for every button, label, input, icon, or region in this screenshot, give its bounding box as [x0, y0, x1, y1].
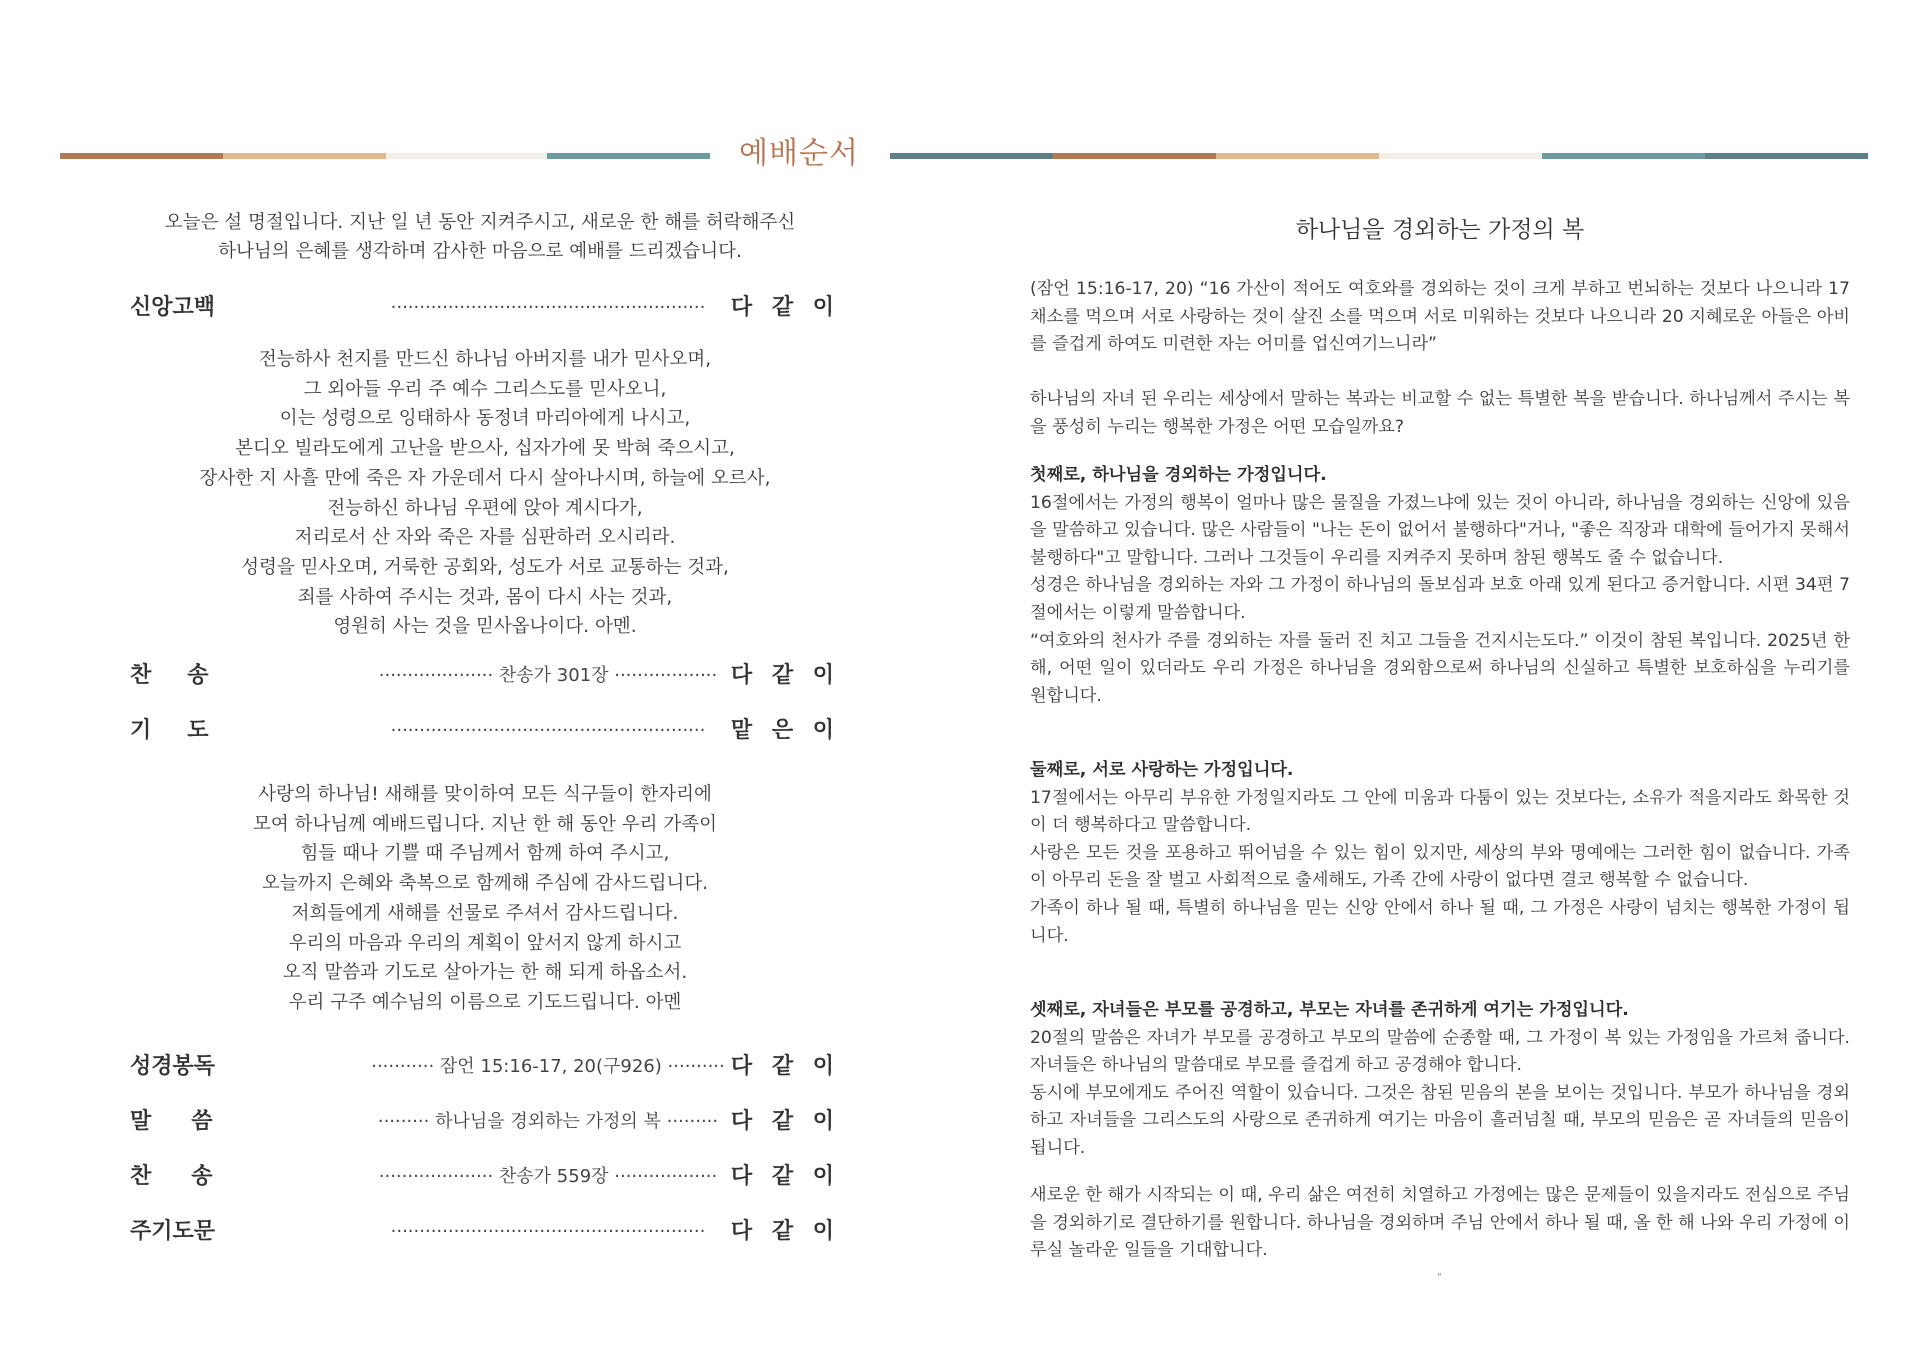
scripture-passage: [1030, 276, 1850, 359]
order-participant: 다 같 이: [730, 1109, 840, 1134]
order-item-hymn-1: [130, 658, 840, 694]
order-item-creed: [130, 290, 840, 326]
section-heading: 첫째로, 하나님을 경외하는 가정입니다.: [1030, 465, 1327, 485]
prayer-line: 오늘까지 은혜와 축복으로 함께해 주심에 감사드립니다.: [261, 873, 709, 895]
creed-line: 장사한 지 사흘 만에 죽은 자 가운데서 다시 살아나시며, 하늘에 오르사,: [199, 467, 771, 489]
ribbon-slate-1: [890, 153, 1053, 159]
intro-line: 하나님의 은혜를 생각하며 감사한 마음으로 예배를 드리겠습니다.: [218, 241, 742, 262]
section-paragraph: 16절에서는 가정의 행복이 얼마나 많은 물질을 가졌느냐에 있는 것이 아니라, 하나님을 경외하는 신앙에 있음을 말씀하고 있습니다. 많은 사람들이 "나는 돈이 없어서 불행하다"거나, "좋은 직장과 대학에 들어가지 못해서 불행하다"고 말합니다. 그러나 그것들이 우리를 지켜주지 못하며 참된 행복도 줄 수 없습니다.: [1030, 492, 1850, 568]
sermon-title: 하나님을 경외하는 가정의 복: [1295, 217, 1585, 243]
prayer-text: [130, 780, 840, 1018]
prayer-line: 우리 구주 예수님의 이름으로 기도드립니다. 아멘: [288, 991, 682, 1013]
creed-line: 그 외아들 우리 주 예수 그리스도를 믿사오니,: [303, 378, 667, 400]
prayer-line: 힘들 때나 기쁠 때 주님께서 함께 하여 주시고,: [300, 843, 670, 865]
order-participant: 다 같 이: [730, 663, 840, 688]
creed-line: 본디오 빌라도에게 고난을 받으사, 십자가에 못 박혀 죽으시고,: [235, 438, 735, 460]
creed-line: 저리로서 산 자와 죽은 자를 심판하러 오시리라.: [294, 527, 676, 549]
sermon-intro: [1030, 386, 1850, 441]
section-paragraph: 17절에서는 아무리 부유한 가정일지라도 그 안에 미움과 다툼이 있는 것보다는, 소유가 적을지라도 화목한 것이 더 행복하다고 말씀합니다.: [1030, 787, 1850, 836]
ribbon-cream-2: [1379, 153, 1542, 159]
section-paragraph: 가족이 하나 될 때, 특별히 하나님을 믿는 신앙 안에서 하나 될 때, 그 가정은 사랑이 넘치는 행복한 가정이 됩니다.: [1030, 897, 1850, 946]
order-participant: 다 같 이: [730, 1219, 840, 1244]
order-item-hymn-2: [130, 1159, 840, 1195]
order-leader-dots: ···················· 찬송가 301장 ··················: [378, 665, 718, 686]
ribbon-tan-1: [223, 153, 386, 159]
worship-intro: [110, 208, 850, 266]
order-participant: 맡 은 이: [730, 718, 840, 743]
order-leader-dots: ··········· 잠언 15:16-17, 20(구926) ··········: [371, 1056, 725, 1077]
order-participant: 다 같 이: [730, 1054, 840, 1079]
order-participant: 다 같 이: [730, 1164, 840, 1189]
page-title: 예배순서: [739, 136, 859, 171]
creed-line: 이는 성령으로 잉태하사 동정녀 마리아에게 나시고,: [279, 408, 691, 430]
order-item-scripture-reading: [130, 1049, 840, 1085]
prayer-line: 사랑의 하나님! 새해를 맞이하여 모든 식구들이 한자리에: [258, 784, 712, 805]
order-label: 찬송: [130, 663, 245, 688]
order-leader-dots: ·······················································: [390, 720, 706, 741]
prayer-line: 저희들에게 새해를 선물로 주셔서 감사드립니다.: [291, 902, 679, 924]
ribbon-brown-2: [1053, 153, 1216, 159]
closing-paragraph: 새로운 한 해가 시작되는 이 때, 우리 삶은 여전히 치열하고 가정에는 많은 문제들이 있을지라도 전심으로 주님을 경외하기로 결단하기를 원합니다. 하나님을 경외하며 주님 안에서 하나 될 때, 올 한 해 나와 우리 가정에 이루실 놀라운 일들을 기대합니다.: [1030, 1185, 1850, 1261]
order-leader-dots: ·······················································: [390, 1221, 706, 1242]
prayer-line: 우리의 마음과 우리의 계획이 앞서지 않게 하시고: [288, 932, 682, 954]
creed-line: 영원히 사는 것을 믿사옵나이다. 아멘.: [333, 616, 637, 638]
prayer-line: 오직 말씀과 기도로 살아가는 한 해 되게 하옵소서.: [282, 962, 688, 984]
ribbon-teal-2: [1542, 153, 1705, 159]
order-leader-dots: ···················· 찬송가 559장 ··················: [378, 1166, 718, 1187]
ribbon-brown-1: [60, 153, 223, 159]
order-label: 신앙고백: [130, 295, 216, 320]
creed-line: 성령을 믿사오며, 거룩한 공회와, 성도가 서로 교통하는 것과,: [241, 556, 729, 578]
creed-line: 죄를 사하여 주시는 것과, 몸이 다시 사는 것과,: [297, 586, 673, 608]
order-leader-dots: ·······················································: [390, 297, 706, 318]
order-label: 주기도문: [130, 1219, 216, 1244]
section-paragraph: 사랑은 모든 것을 포용하고 뛰어넘을 수 있는 힘이 있지만, 세상의 부와 명예에는 그러한 힘이 없습니다. 가족이 아무리 돈을 잘 벌고 사회적으로 출세해도, 가족 간에 사랑이 없다면 결코 행복할 수 없습니다.: [1030, 842, 1850, 891]
creed-line: 전능하사 천지를 만드신 하나님 아버지를 내가 믿사오며,: [258, 349, 712, 370]
section-paragraph: 성경은 하나님을 경외하는 자와 그 가정이 하나님의 돌보심과 보호 아래 있게 된다고 증거합니다. 시편 34편 7절에서는 이렇게 말씀합니다.: [1030, 575, 1850, 623]
ribbon-slate-2: [1705, 153, 1868, 159]
scripture-text: (잠언 15:16-17, 20) “16 가산이 적어도 여호와를 경외하는 것이 크게 부하고 번뇌하는 것보다 나으니라 17 채소를 먹으며 서로 사랑하는 것이 살진 소를 먹으며 서로 미워하는 것보다 나으니라 20 지혜로운 아들은 아비를 즐겁게 하여도 미련한 자는 어미를 업신여기느니라”: [1030, 279, 1850, 355]
sermon-section-3: [1030, 997, 1850, 1163]
intro-paragraph: 하나님의 자녀 된 우리는 세상에서 말하는 복과는 비교할 수 없는 특별한 복을 받습니다. 하나님께서 주시는 복을 풍성히 누리는 행복한 가정은 어떤 모습일까요?: [1030, 389, 1850, 437]
section-paragraph: “여호와의 천사가 주를 경외하는 자를 둘러 진 치고 그들을 건지시는도다.” 이것이 참된 복입니다. 2025년 한 해, 어떤 일이 있더라도 우리 가정은 하나님을 경외함으로써 하나님의 신실하고 특별한 보호하심을 누리기를 원합니다.: [1030, 630, 1850, 706]
prayer-line: 모여 하나님께 예배드립니다. 지난 한 해 동안 우리 가족이: [253, 813, 717, 835]
sermon-closing: [1030, 1182, 1850, 1265]
ribbon-cream-1: [386, 153, 547, 159]
ribbon-tan-2: [1216, 153, 1379, 159]
ribbon-teal-1: [547, 153, 710, 159]
order-item-prayer: [130, 713, 840, 749]
order-item-lords-prayer: [130, 1214, 840, 1250]
order-label: 찬송: [130, 1164, 253, 1189]
order-leader-dots: ········· 하나님을 경외하는 가정의 복 ·········: [377, 1111, 719, 1132]
order-item-sermon: [130, 1104, 840, 1140]
section-heading: 셋째로, 자녀들은 부모를 공경하고, 부모는 자녀를 존귀하게 여기는 가정입니다.: [1030, 1000, 1629, 1020]
sermon-section-1: [1030, 462, 1850, 710]
order-label: 말씀: [130, 1109, 253, 1134]
order-participant: 다 같 이: [730, 295, 840, 320]
apostles-creed-text: [130, 345, 840, 642]
footer-mark: ": [1437, 1272, 1442, 1283]
order-label: 기도: [130, 718, 245, 743]
section-paragraph: 20절의 말씀은 자녀가 부모를 공경하고 부모의 말씀에 순종할 때, 그 가정이 복 있는 가정임을 가르쳐 줍니다. 자녀들은 하나님의 말씀대로 부모를 즐겁게 하고 공경해야 합니다.: [1030, 1027, 1850, 1076]
order-label: 성경봉독: [130, 1054, 216, 1079]
section-heading: 둘째로, 서로 사랑하는 가정입니다.: [1030, 760, 1294, 780]
creed-line: 전능하신 하나님 우편에 앉아 계시다가,: [327, 497, 643, 519]
intro-line: 오늘은 설 명절입니다. 지난 일 년 동안 지켜주시고, 새로운 한 해를 허락해주신: [164, 212, 796, 233]
sermon-section-2: [1030, 757, 1850, 950]
section-paragraph: 동시에 부모에게도 주어진 역할이 있습니다. 그것은 참된 믿음의 본을 보이는 것입니다. 부모가 하나님을 경외하고 자녀들을 그리스도의 사랑으로 존귀하게 여기는 마음이 흘러넘칠 때, 부모의 믿음은 곧 자녀들의 믿음이 됩니다.: [1030, 1082, 1850, 1158]
